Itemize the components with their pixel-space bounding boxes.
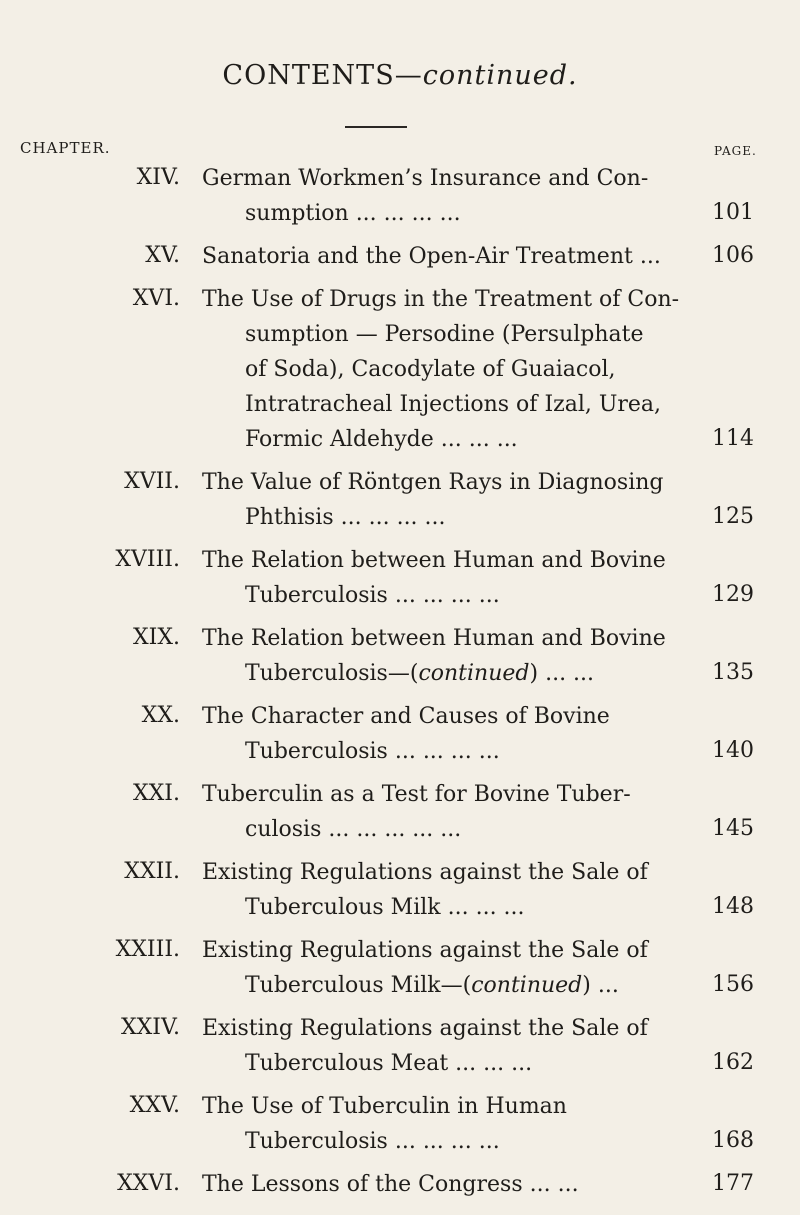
chapter-title-line: The Character and Causes of Bovine — [202, 704, 610, 729]
chapter-number: XXIV. — [120, 1015, 180, 1040]
title-rule — [345, 126, 407, 128]
chapter-title — [202, 933, 700, 1003]
chapter-number: XXVI. — [117, 1171, 180, 1196]
chapter-number: XVII. — [124, 469, 180, 494]
title-dash: — — [394, 60, 423, 91]
chapter-number: XXII. — [124, 859, 180, 884]
chapter-title — [202, 239, 700, 274]
chapter-title-line: Existing Regulations against the Sale of — [202, 938, 648, 963]
chapter-title-line: Formic Aldehyde ... ... ... — [245, 427, 518, 452]
chapter-number: XIX. — [132, 625, 180, 650]
chapter-title — [202, 777, 700, 847]
page-number: 145 — [712, 816, 754, 841]
title-main: CONTENTS — [222, 60, 395, 91]
chapter-number: XXIII. — [115, 937, 180, 962]
chapter-title-line: The Value of Röntgen Rays in Diagnosing — [202, 470, 664, 495]
chapter-number: XX. — [141, 703, 180, 728]
chapter-title-line: Tuberculin as a Test for Bovine Tuber- — [202, 782, 631, 807]
chapter-number: XXV. — [129, 1093, 180, 1118]
chapter-title-line: Tuberculosis ... ... ... ... — [245, 583, 500, 608]
page-number: 162 — [712, 1050, 754, 1075]
page-number: 129 — [712, 582, 754, 607]
chapter-number: XIV. — [136, 165, 180, 190]
chapter-number: XVI. — [132, 286, 180, 311]
chapter-title — [202, 1089, 700, 1159]
chapter-column-header: CHAPTER. — [20, 139, 111, 157]
page-number: 168 — [712, 1128, 754, 1153]
chapter-title-line: Tuberculous Meat ... ... ... — [245, 1051, 533, 1076]
page-number: 148 — [712, 894, 754, 919]
chapter-title — [202, 1011, 700, 1081]
chapter-number: XV. — [145, 243, 180, 268]
chapter-title — [202, 621, 700, 691]
chapter-title-line: of Soda), Cacodylate of Guaiacol, — [245, 357, 616, 382]
chapter-number: XVIII. — [115, 547, 180, 572]
chapter-title-line: The Relation between Human and Bovine — [202, 548, 666, 573]
chapter-title-line: Existing Regulations against the Sale of — [202, 860, 648, 885]
chapter-title-line: German Workmen’s Insurance and Con- — [202, 166, 649, 191]
page-column-header: PAGE. — [714, 144, 757, 158]
chapter-title-line: Phthisis ... ... ... ... — [245, 505, 446, 530]
chapter-title — [202, 1167, 700, 1202]
page-title — [0, 60, 800, 91]
page-number: 125 — [712, 504, 754, 529]
chapter-title — [202, 282, 700, 457]
chapter-title-line: The Use of Tuberculin in Human — [202, 1094, 567, 1119]
page-number: 114 — [712, 426, 754, 451]
chapter-title — [202, 465, 700, 535]
page-number: 101 — [712, 200, 754, 225]
chapter-title — [202, 543, 700, 613]
page-number: 140 — [712, 738, 754, 763]
page-number: 135 — [712, 660, 754, 685]
chapter-number: XXI. — [132, 781, 180, 806]
page-number: 177 — [712, 1171, 754, 1196]
chapter-title-line: Tuberculosis ... ... ... ... — [245, 1129, 500, 1154]
chapter-title-line: The Relation between Human and Bovine — [202, 626, 666, 651]
page-number: 156 — [712, 972, 754, 997]
chapter-title-line: sumption — Persodine (Persulphate — [245, 322, 644, 347]
chapter-title — [202, 161, 700, 231]
chapter-title-line: Tuberculosis—(continued) ... ... — [245, 661, 595, 686]
chapter-title-line: Tuberculosis ... ... ... ... — [245, 739, 500, 764]
chapter-title-line: Existing Regulations against the Sale of — [202, 1016, 648, 1041]
chapter-title-line: sumption ... ... ... ... — [245, 201, 461, 226]
chapter-title-line: culosis ... ... ... ... ... — [245, 817, 462, 842]
chapter-title — [202, 855, 700, 925]
chapter-title-line: Sanatoria and the Open-Air Treatment ... — [202, 244, 661, 269]
page-number: 106 — [712, 243, 754, 268]
title-continued: continued. — [422, 60, 578, 91]
chapter-title — [202, 699, 700, 769]
chapter-title-line: The Use of Drugs in the Treatment of Con- — [202, 287, 680, 312]
chapter-title-line: The Lessons of the Congress ... ... — [202, 1172, 579, 1197]
chapter-title-line: Tuberculous Milk—(continued) ... — [245, 973, 619, 998]
chapter-title-line: Tuberculous Milk ... ... ... — [245, 895, 525, 920]
chapter-title-line: Intratracheal Injections of Izal, Urea, — [245, 392, 662, 417]
